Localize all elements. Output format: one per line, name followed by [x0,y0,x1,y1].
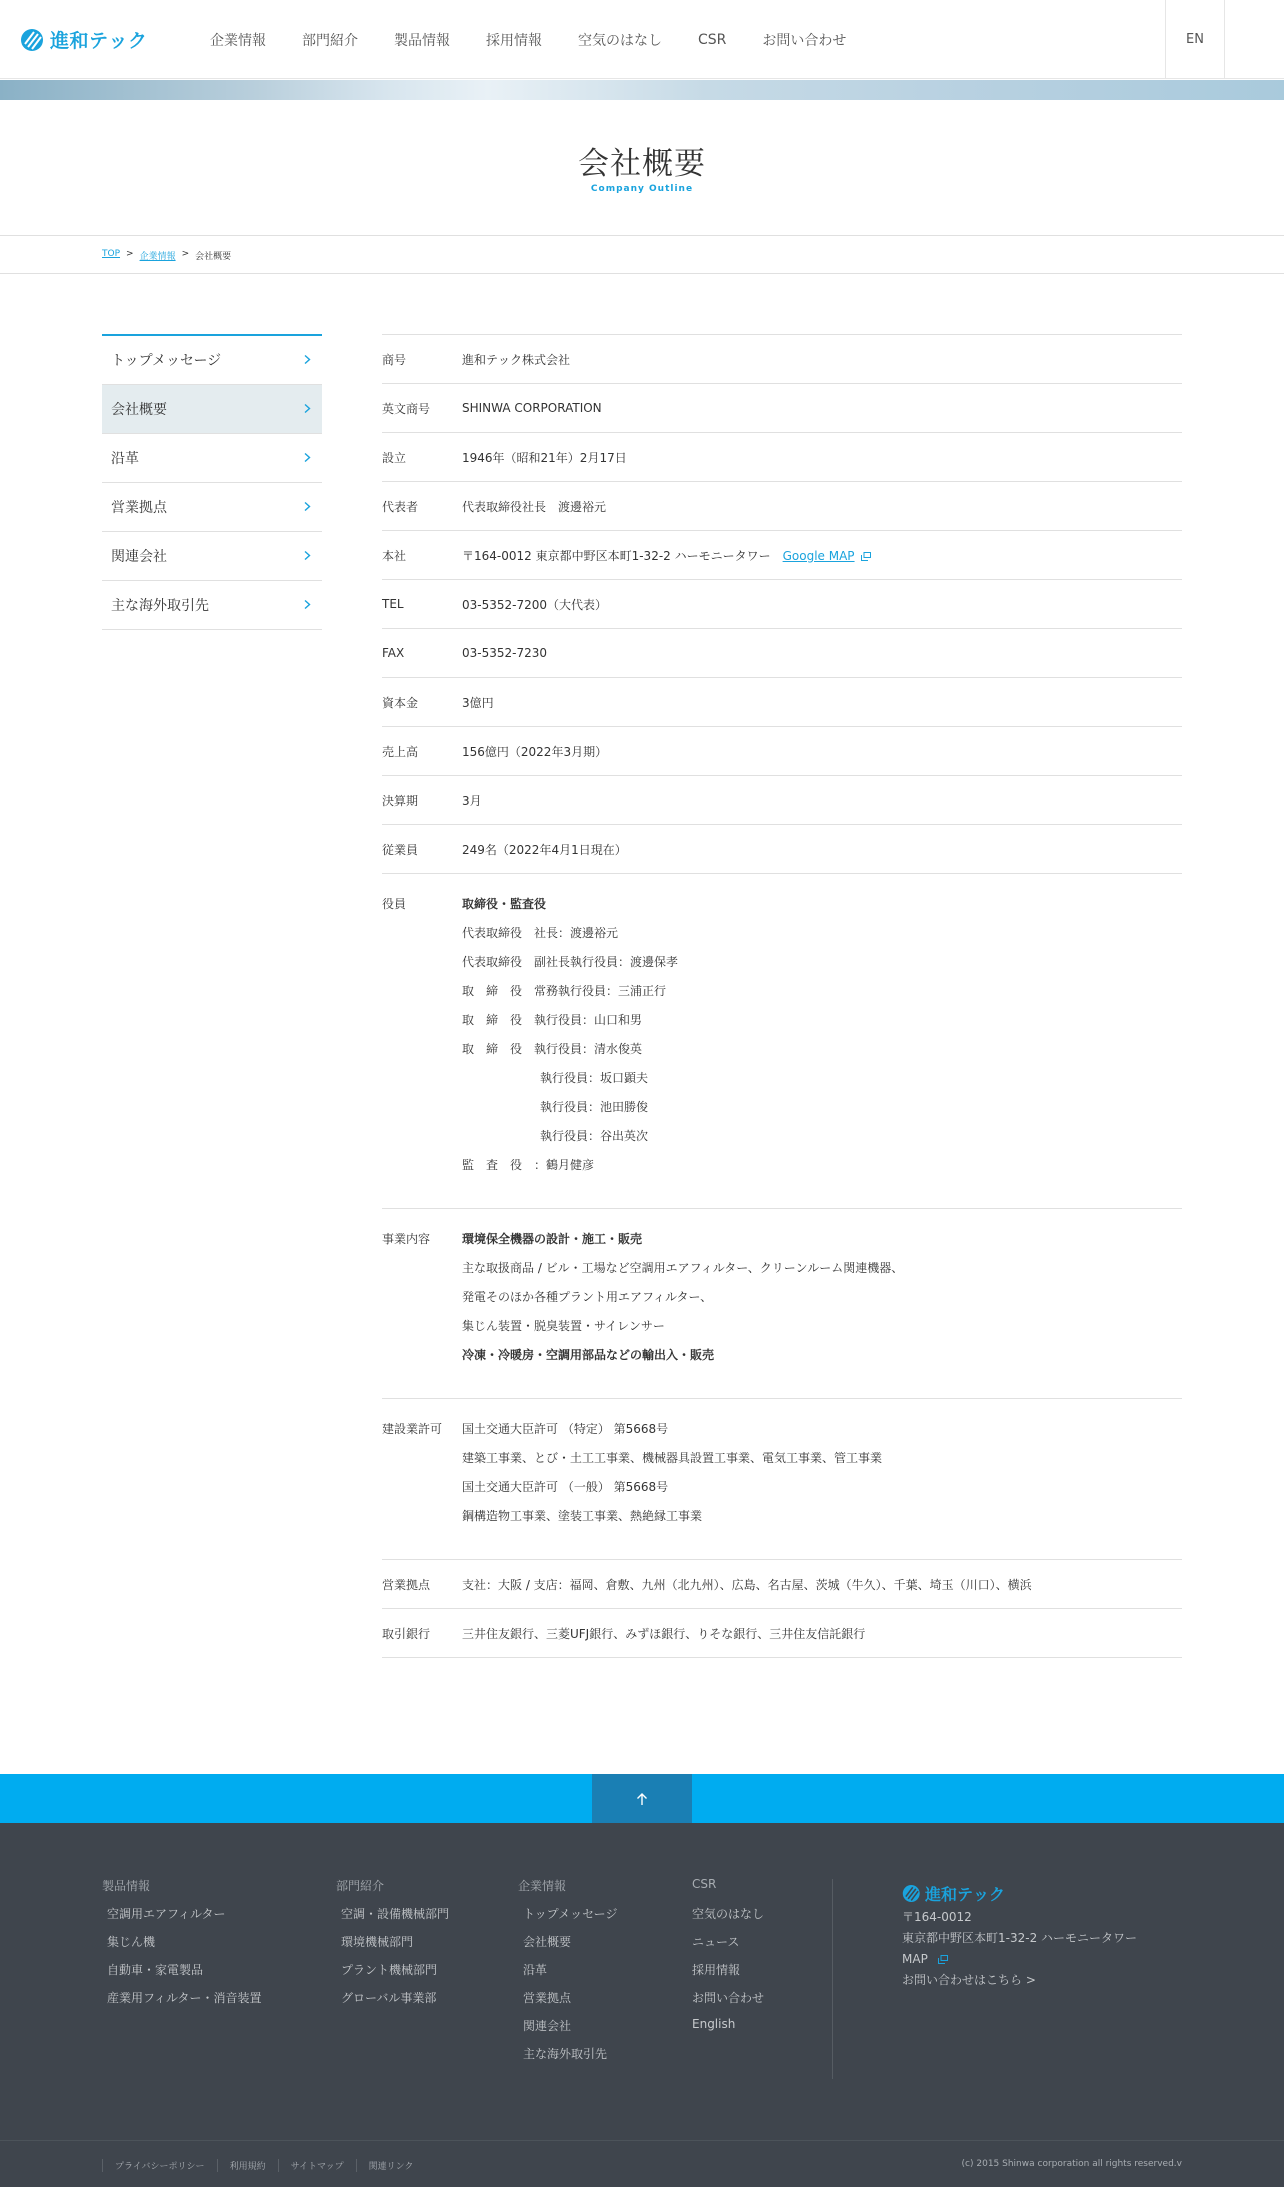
footer-link[interactable]: 産業用フィルター・消音装置 [107,1991,262,2005]
footer-link[interactable]: 自動車・家電製品 [107,1963,204,1977]
footer-link[interactable]: トップメッセージ [523,1907,618,1921]
footer-street: 東京都中野区本町1-32-2 ハーモニータワー [902,1931,1138,1945]
row-value: 249名（2022年4月1日現在） [462,842,627,857]
row-value: SHINWA CORPORATION [462,401,602,415]
table-row [382,727,1182,776]
row-label: 売上高 [382,744,419,759]
footer-logo[interactable] [902,1879,1137,1907]
footer-company [518,1877,617,2073]
footer-map-link[interactable]: MAP [902,1952,928,1966]
table-row [382,1560,1182,1609]
row-value: 三井住友銀行、三菱UFJ銀行、みずほ銀行、りそな銀行、三井住友信託銀行 [462,1626,866,1641]
nav-csr[interactable]: CSR [698,31,727,48]
sidebar-item-label: 主な海外取引先 [111,598,209,614]
sidebar-item-label: 営業拠点 [111,500,167,516]
hq-address: 〒164-0012 東京都中野区本町1-32-2 ハーモニータワー [462,548,771,563]
chevron-right-icon [303,502,312,511]
footer-link[interactable]: 空調・設備機械部門 [341,1907,450,1921]
breadcrumb-top[interactable]: TOP [102,249,121,259]
page-subtitle: Company Outline [590,184,694,194]
footer-link[interactable]: ニュース [692,1935,740,1949]
breadcrumb-current: 会社概要 [195,252,232,262]
sky-banner [0,80,1284,100]
footer-link[interactable]: English [692,2017,736,2031]
sidebar-item-history[interactable] [102,434,322,483]
footer-heading[interactable]: 部門紹介 [336,1879,385,1893]
row-label: 取引銀行 [382,1626,431,1641]
footer-divisions [336,1877,449,2017]
table-row [382,1399,1182,1560]
officer-line: 代表取締役 社長：渡邊裕元 [462,926,619,940]
officer-line: 取 締 役 執行役員：山口和男 [462,1013,643,1027]
footer-link[interactable]: 集じん機 [107,1935,156,1949]
table-row [382,629,1182,678]
privacy-policy-link[interactable]: プライバシーポリシー [102,2159,217,2172]
table-row [382,678,1182,727]
breadcrumb-separator: > [181,249,190,259]
row-value: 進和テック株式会社 [462,352,571,367]
chevron-right-icon [303,551,312,560]
logo-mark-icon [20,28,46,52]
footer-divider [832,1879,833,2079]
license-line: 鋼構造物工事業、塗装工事業、熱絶縁工事業 [462,1509,703,1523]
table-row [382,335,1182,384]
chevron-right-icon [303,453,312,462]
row-label: 資本金 [382,695,419,710]
officer-line: 取 締 役 執行役員：清水俊英 [462,1042,643,1056]
row-value: 156億円（2022年3月期） [462,744,608,759]
chevron-right-icon [303,355,312,364]
table-row [382,1609,1182,1658]
table-row [382,874,1182,1209]
global-nav [210,0,882,79]
sidebar-item-top-message[interactable] [102,336,322,385]
row-value: 03-5352-7200（大代表） [462,597,608,612]
back-to-top-button[interactable] [592,1774,692,1823]
sitemap-link[interactable]: サイトマップ [278,2159,356,2172]
site-logo[interactable] [20,26,148,53]
breadcrumb [0,235,1284,274]
nav-contact[interactable]: お問い合わせ [762,32,847,49]
related-links-link[interactable]: 関連リンク [356,2159,426,2172]
footer-link[interactable]: 沿革 [523,1963,548,1977]
business-line: 主な取扱商品 / ビル・工場など空調用エアフィルター、クリーンルーム関連機器、 [462,1261,904,1275]
row-value: 支社：大阪 / 支店：福岡、倉敷、九州（北九州）、広島、名古屋、茨城（牛久）、千葉、埼玉（川口）、横浜 [462,1577,1032,1592]
footer-legal-links [102,2159,425,2172]
sidebar-item-affiliates[interactable] [102,532,322,581]
footer-contact-link[interactable]: お問い合わせはこちら > [902,1973,1036,1987]
row-label: FAX [382,646,405,660]
row-label: 決算期 [382,793,419,808]
row-label: 商号 [382,352,407,367]
row-label: 従業員 [382,842,419,857]
sidebar-item-label: 関連会社 [111,549,167,565]
copyright: (c) 2015 Shinwa corporation all rights reserved.v [961,2159,1182,2169]
table-row [382,384,1182,433]
officer-line: 執行役員：坂口顕夫 [540,1071,649,1085]
row-label: 事業内容 [382,1232,431,1246]
nav-recruit[interactable]: 採用情報 [486,32,542,49]
footer-heading[interactable]: 企業情報 [518,1879,567,1893]
row-value: 代表取締役社長 渡邊裕元 [462,499,607,514]
external-link-icon [938,1955,948,1964]
chevron-right-icon [303,404,312,413]
footer-address [902,1879,1137,1991]
officer-line: 執行役員：谷出英次 [540,1129,649,1143]
terms-link[interactable]: 利用規約 [217,2159,278,2172]
footer-link[interactable]: 空調用エアフィルター [107,1907,226,1921]
officers-heading: 取締役・監査役 [462,897,547,911]
sidebar-item-offices[interactable] [102,483,322,532]
nav-corporate[interactable]: 企業情報 [210,32,266,49]
nav-products[interactable]: 製品情報 [394,32,450,49]
chevron-right-icon [303,600,312,609]
row-label: 建設業許可 [382,1422,443,1436]
logo-mark-icon [902,1884,922,1903]
table-row [382,776,1182,825]
business-line: 環境保全機器の設計・施工・販売 [462,1232,643,1246]
footer-heading[interactable]: 製品情報 [102,1879,151,1893]
page-title: 会社概要 [578,146,706,182]
business-line: 集じん装置・脱臭装置・サイレンサー [462,1319,665,1333]
business-line: 冷凍・冷暖房・空調用部品などの輸出入・販売 [462,1348,715,1362]
table-row [382,1209,1182,1399]
site-header [0,0,1284,79]
row-label: TEL [382,597,404,611]
language-switch[interactable]: EN [1165,0,1225,79]
license-line: 国土交通大臣許可 （特定） 第5668号 [462,1422,669,1436]
page-top-bar [0,1774,1284,1823]
row-value: 3億円 [462,695,494,710]
table-row [382,580,1182,629]
table-row [382,433,1182,482]
row-value: 1946年（昭和21年）2月17日 [462,450,627,465]
logo-text: 進和テック [50,30,148,52]
footer-link[interactable]: 主な海外取引先 [523,2047,608,2061]
external-link-icon [861,552,871,561]
footer-link[interactable]: 環境機械部門 [341,1935,414,1949]
footer-products [102,1877,262,2017]
footer-link[interactable]: グローバル事業部 [341,1991,437,2005]
officer-line: 代表取締役 副社長執行役員：渡邊保孝 [462,955,679,969]
footer-link[interactable]: 採用情報 [692,1963,741,1977]
company-outline-table [382,334,1182,1658]
sidebar-item-label: 会社概要 [111,402,167,418]
officer-line: 監 査 役 ：鶴月健彦 [462,1158,595,1172]
footer-heading[interactable]: CSR [692,1877,717,1891]
business-line: 発電そのほか各種プラント用エアフィルター、 [462,1290,713,1304]
sidebar-item-company-outline[interactable] [102,385,322,434]
sidebar-item-label: トップメッセージ [111,353,222,369]
footer-misc [692,1877,764,2045]
sidebar-item-overseas-partners[interactable] [102,581,322,630]
footer-rule [0,2140,1284,2141]
row-label: 代表者 [382,499,419,514]
row-value: 03-5352-7230 [462,646,548,660]
license-line: 建築工事業、とび・土工工事業、機械器具設置工事業、電気工事業、管工事業 [462,1451,883,1465]
row-label: 本社 [382,548,407,563]
license-line: 国土交通大臣許可 （一般） 第5668号 [462,1480,669,1494]
breadcrumb-parent[interactable]: 企業情報 [139,252,176,262]
row-label: 営業拠点 [382,1577,431,1592]
table-row [382,482,1182,531]
row-label: 英文商号 [382,401,431,416]
side-nav [102,334,322,630]
footer-link[interactable]: 関連会社 [523,2019,572,2033]
site-footer [0,1823,1284,2187]
row-label: 設立 [382,450,407,465]
google-map-link[interactable]: Google MAP [782,548,855,563]
table-row [382,531,1182,580]
footer-link[interactable]: プラント機械部門 [341,1963,438,1977]
row-value: 3月 [462,793,482,808]
footer-link[interactable]: 営業拠点 [523,1991,572,2005]
officer-line: 取 締 役 常務執行役員：三浦正行 [462,984,667,998]
sidebar-item-label: 沿革 [111,451,139,467]
footer-link[interactable]: 会社概要 [523,1935,572,1949]
table-row [382,825,1182,874]
arrow-up-icon [636,1792,648,1806]
footer-link[interactable]: お問い合わせ [692,1991,765,2005]
footer-link[interactable]: 空気のはなし [692,1907,765,1921]
nav-air-story[interactable]: 空気のはなし [578,32,662,49]
officer-line: 執行役員：池田勝俊 [540,1100,649,1114]
footer-postal: 〒164-0012 [902,1910,972,1924]
breadcrumb-separator: > [126,249,134,259]
nav-divisions[interactable]: 部門紹介 [302,32,358,49]
row-label: 役員 [382,897,407,911]
footer-logo-text: 進和テック [925,1884,1006,1904]
